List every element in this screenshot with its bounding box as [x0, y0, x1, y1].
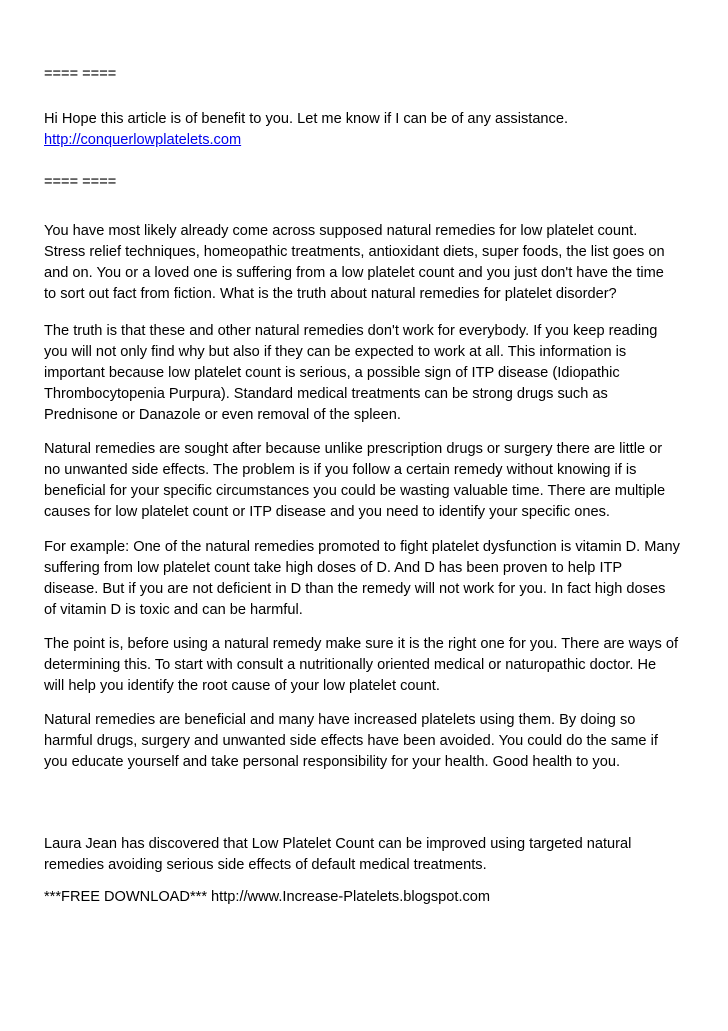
author-bio-line: Laura Jean has discovered that Low Platelet Count can be improved using targeted natural — [44, 836, 632, 852]
paragraph-line: The truth is that these and other natural remedies don't work for everybody. If you keep reading — [44, 323, 658, 339]
paragraph-line: Thrombocytopenia Purpura). Standard medical treatments can be strong drugs such as — [44, 386, 608, 402]
paragraph-line: to sort out fact from fiction. What is the truth about natural remedies for platelet disorder? — [44, 286, 617, 302]
paragraph-line: You have most likely already come across supposed natural remedies for low platelet count. — [44, 223, 638, 239]
paragraph-line: suffering from low platelet count take high doses of D. And D has been proven to help ITP — [44, 560, 623, 576]
paragraph-line: causes for low platelet count or ITP disease and you need to identify your specific ones. — [44, 504, 610, 520]
separator-bottom: ==== ==== — [44, 174, 117, 190]
paragraph-4 — [44, 537, 704, 621]
paragraph-line: Natural remedies are sought after because unlike prescription drugs or surgery there are little or — [44, 441, 663, 457]
separator-top: ==== ==== — [44, 66, 117, 82]
paragraph-line: disease. But if you are not deficient in D than the remedy will not work for you. In fact high doses — [44, 581, 666, 597]
paragraph-line: The point is, before using a natural remedy make sure it is the right one for you. There are ways of — [44, 636, 679, 652]
paragraph-line: Prednisone or Danazole or even removal of the spleen. — [44, 407, 401, 423]
download-line[interactable]: ***FREE DOWNLOAD*** http://www.Increase-Platelets.blogspot.com — [44, 889, 491, 905]
download-block — [44, 887, 704, 908]
paragraph-line: of vitamin D is toxic and can be harmful. — [44, 602, 303, 618]
paragraph-line: important because low platelet count is serious, a possible sign of ITP disease (Idiopathic — [44, 365, 620, 381]
paragraph-line: no unwanted side effects. The problem is if you follow a certain remedy without knowing if is — [44, 462, 637, 478]
paragraph-line: harmful drugs, surgery and unwanted side effects have been avoided. You could do the same if — [44, 733, 658, 749]
paragraph-line: Stress relief techniques, homeopathic treatments, antioxidant diets, super foods, the list goes on — [44, 244, 665, 260]
paragraph-line: Natural remedies are beneficial and many have increased platelets using them. By doing so — [44, 712, 636, 728]
paragraph-line: beneficial for your specific circumstances you could be wasting valuable time. There are multiple — [44, 483, 666, 499]
intro-block — [44, 109, 704, 151]
paragraph-6 — [44, 710, 704, 773]
paragraph-3 — [44, 439, 704, 523]
intro-line: Hi Hope this article is of benefit to you. Let me know if I can be of any assistance. — [44, 111, 569, 127]
conquer-link[interactable]: http://conquerlowplatelets.com — [44, 132, 242, 148]
paragraph-1 — [44, 221, 704, 305]
author-bio — [44, 834, 704, 876]
paragraph-2 — [44, 321, 704, 426]
paragraph-line: you educate yourself and take personal responsibility for your health. Good health to you. — [44, 754, 620, 770]
paragraph-line: For example: One of the natural remedies promoted to fight platelet dysfunction is vitamin D. Many — [44, 539, 680, 555]
paragraph-line: you will not only find why but also if they can be expected to work at all. This information is — [44, 344, 627, 360]
paragraph-5 — [44, 634, 704, 697]
paragraph-line: will help you identify the root cause of your low platelet count. — [44, 678, 440, 694]
author-bio-line: remedies avoiding serious side effects of default medical treatments. — [44, 857, 487, 873]
paragraph-line: determining this. To start with consult a nutritionally oriented medical or naturopathic doctor. He — [44, 657, 657, 673]
paragraph-line: and on. You or a loved one is suffering from a low platelet count and you just don't have the time — [44, 265, 664, 281]
